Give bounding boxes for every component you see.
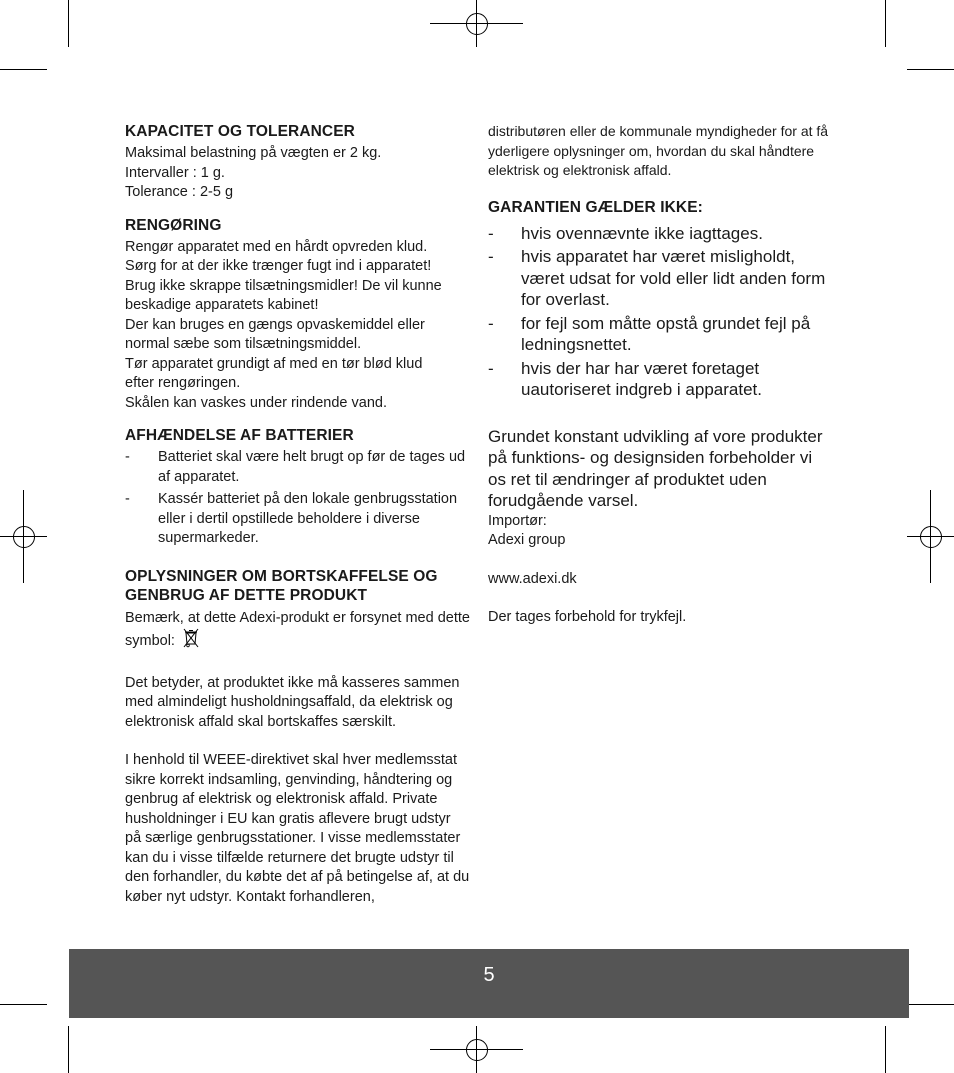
- disposal-paragraph-2: I henhold til WEEE-direktivet skal hver medlemsstat sikre korrekt indsamling, genvinding, håndtering og genbrug af elektrisk og elektronisk affald. Private husholdninger i EU kan gratis aflevere brugt udstyr på særlige genbrugsstationer. I visse medlemsstater kan du i visse tilfælde returnere det brugte udstyr til den forhandler, du købte det af på betingelse af, at du køber nyt udstyr. Kontakt forhandleren,: [125, 752, 470, 905]
- list-item: [125, 448, 470, 487]
- crossed-out-wheelie-bin-icon: [183, 628, 199, 655]
- dash-bullet: -: [488, 247, 494, 266]
- crop-mark-br-v: [885, 1026, 886, 1073]
- capacity-line: Tolerance : 2-5 g: [125, 184, 234, 200]
- dash-bullet: -: [125, 491, 130, 507]
- cleaning-line: normal sæbe som tilsætningsmiddel.: [125, 336, 362, 352]
- left-column: [125, 122, 470, 907]
- importer-name: Adexi group: [488, 532, 566, 548]
- disposal-paragraph-1: Det betyder, at produktet ikke må kasseres sammen med almindeligt husholdningsaffald, da elektrisk og elektronisk affald skal bortskaffes særskilt.: [125, 674, 460, 730]
- dash-bullet: -: [125, 449, 130, 465]
- disposal-heading-line1: OPLYSNINGER OM BORTSKAFFELSE OG: [125, 567, 438, 585]
- list-item-text: Batteriet skal være helt brugt op før de tages ud af apparatet.: [158, 449, 466, 485]
- disposal-heading-line2: GENBRUG AF DETTE PRODUKT: [125, 586, 368, 604]
- page-number: 5: [483, 964, 495, 986]
- disposal-intro-text: Bemærk, at dette Adexi-produkt er forsynet med dette symbol:: [125, 609, 470, 649]
- dash-bullet: -: [488, 313, 494, 333]
- registration-mark-right-circle: [920, 526, 942, 548]
- list-item: [488, 223, 833, 245]
- list-item: [488, 358, 833, 401]
- print-note: Der tages forbehold for trykfejl.: [488, 609, 687, 625]
- list-item: [125, 490, 470, 549]
- crop-mark-bl-h: [0, 1004, 47, 1005]
- capacity-line: Intervaller : 1 g.: [125, 164, 225, 181]
- dash-bullet: -: [488, 358, 494, 378]
- cleaning-line: Sørg for at der ikke trænger fugt ind i apparatet!: [125, 258, 432, 274]
- batteries-section: [125, 426, 470, 549]
- list-item-text: hvis apparatet har været misligholdt, været udsat for vold eller lidt anden form for overlast.: [521, 247, 826, 309]
- registration-mark-bottom-circle: [466, 1039, 488, 1061]
- capacity-heading: KAPACITET OG TOLERANCER: [125, 123, 355, 140]
- cleaning-heading: RENGØRING: [125, 216, 222, 234]
- cleaning-line: Skålen kan vaskes under rindende vand.: [125, 394, 387, 411]
- cleaning-line: Der kan bruges en gængs opvaskemiddel eller: [125, 316, 425, 333]
- list-item-text: for fejl som måtte opstå grundet fejl på ledningsnettet.: [521, 313, 811, 354]
- crop-mark-tl-v: [68, 0, 69, 47]
- capacity-section: [125, 122, 470, 203]
- registration-mark-left-circle: [13, 526, 35, 548]
- crop-mark-tr-h: [907, 69, 954, 70]
- cleaning-line: Rengør apparatet med en hårdt opvreden klud.: [125, 238, 428, 255]
- footer-bar: [69, 949, 909, 1018]
- warranty-heading: GARANTIEN GÆLDER IKKE:: [488, 198, 703, 216]
- list-item-text: Kassér batteriet på den lokale genbrugsstation eller i dertil opstillede beholdere i diverse supermarkeder.: [158, 491, 458, 546]
- cleaning-line: Brug ikke skrappe tilsætningsmidler! De vil kunne: [125, 277, 442, 294]
- capacity-line: Maksimal belastning på vægten er 2 kg.: [125, 145, 382, 161]
- crop-mark-bl-v: [68, 1026, 69, 1073]
- importer-label: Importør:: [488, 512, 547, 529]
- disposal-section: [125, 567, 470, 908]
- cleaning-line: Tør apparatet grundigt af med en tør blød klud: [125, 355, 423, 372]
- development-note: Grundet konstant udvikling af vore produkter på funktions- og designsiden forbeholder vi os ret til ændringer af produktet uden forudgående varsel.: [488, 426, 823, 510]
- batteries-heading: AFHÆNDELSE AF BATTERIER: [125, 427, 354, 444]
- warranty-section: [488, 198, 833, 401]
- disposal-continuation: distributøren eller de kommunale myndigheder for at få yderligere oplysninger om, hvordan du skal håndtere elektrisk og elektronisk affald.: [488, 123, 829, 178]
- cleaning-line: efter rengøringen.: [125, 375, 241, 391]
- list-item: [488, 313, 833, 356]
- cleaning-section: [125, 216, 470, 414]
- crop-mark-tl-h: [0, 69, 47, 70]
- crop-mark-br-h: [907, 1004, 954, 1005]
- disposal-intro: [125, 609, 470, 655]
- cleaning-line: beskadige apparatets kabinet!: [125, 297, 319, 313]
- disposal-heading: [125, 567, 470, 605]
- list-item-text: hvis ovennævnte ikke iagttages.: [521, 223, 763, 243]
- list-item: [488, 246, 833, 311]
- website: www.adexi.dk: [488, 570, 577, 587]
- right-column: [488, 122, 833, 628]
- crop-mark-tr-v: [885, 0, 886, 47]
- registration-mark-top-circle: [466, 13, 488, 35]
- dash-bullet: -: [488, 223, 494, 243]
- list-item-text: hvis der har har været foretaget uautoriseret indgreb i apparatet.: [521, 358, 762, 399]
